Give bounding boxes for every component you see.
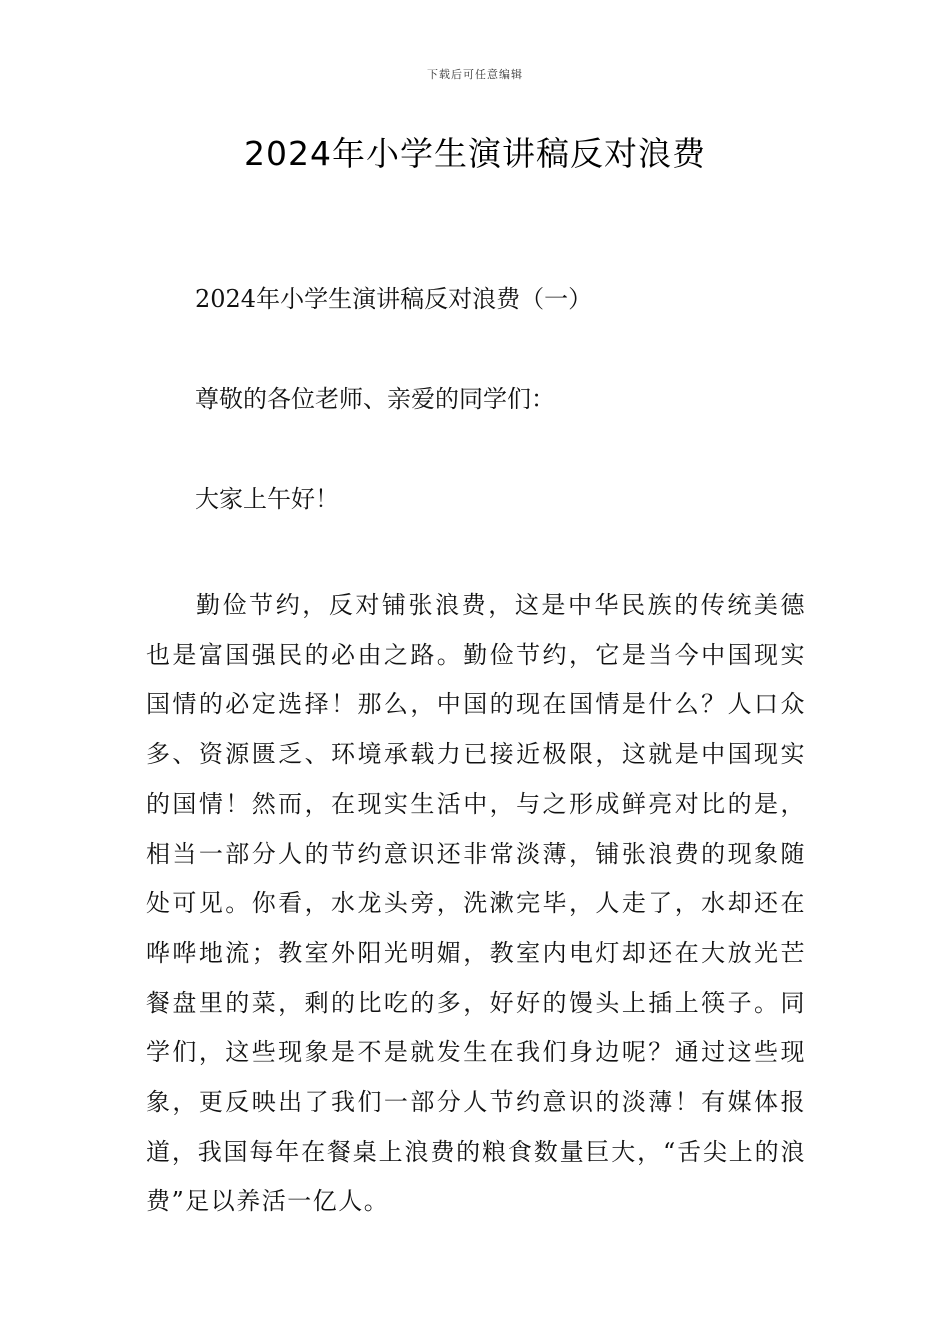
header-note: 下载后可任意编辑 <box>427 68 523 81</box>
body-paragraph: 勤俭节约，反对铺张浪费，这是中华民族的传统美德也是富国强民的必由之路。勤俭节约，它是当今中国现实国情的必定选择！那么，中国的现在国情是什么？人口众多、资源匮乏、环境承载力已接近极限，这就是中国现实的国情！然而，在现实生活中，与之形成鲜亮对比的是，相当一部分人的节约意识还非常淡薄，铺张浪费的现象随处可见。你看，水龙头旁，洗漱完毕，人走了，水却还在哗哗地流；教室外阳光明媚，教室内电灯却还在大放光芒餐盘里的菜，剩的比吃的多，好好的馒头上插上筷子。同学们，这些现象是不是就发生在我们身边呢？通过这些现象，更反映出了我们一部分人节约意识的淡薄！有媒体报道，我国每年在餐桌上浪费的粮食数量巨大，“舌尖上的浪费”足以养活一亿人。 <box>146 591 806 1216</box>
document-title: 2024年小学生演讲稿反对浪费 <box>244 134 706 173</box>
greeting: 大家上午好！ <box>195 485 339 513</box>
salutation: 尊敬的各位老师、亲爱的同学们： <box>195 385 555 413</box>
section-subtitle: 2024年小学生演讲稿反对浪费（一） <box>195 285 593 313</box>
